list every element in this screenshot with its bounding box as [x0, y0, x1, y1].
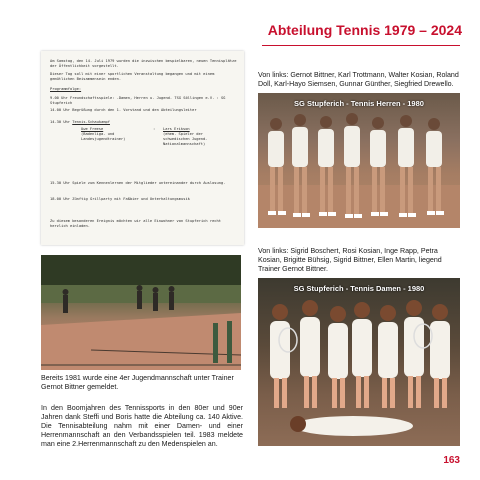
player-note: (ehem. Spieler der — [163, 132, 203, 137]
letter-item — [50, 181, 238, 186]
player-note: Nationalmannschaft) — [163, 142, 206, 147]
court-scene — [41, 255, 241, 370]
women-photo-caption: Von links: Sigrid Boschert, Rosi Kosian, Inge Rapp, Petra Kosian, Brigitte Bühsig, Sigrid Bittner, Ellen Martin, liegend Trainer Gernot Bittner. — [258, 247, 442, 273]
letter-item-text: Zünftig Grillparty mit Faßbier und Unterhaltungsmusik — [72, 197, 190, 201]
player-name: Uwe Freese — [81, 127, 104, 131]
letter-item — [50, 197, 238, 202]
men-photo-banner: SG Stupferich - Tennis Herren - 1980 — [294, 99, 424, 108]
men-team-figures — [258, 93, 460, 228]
letter-item — [50, 96, 238, 106]
letter-item-time: 18.00 Uhr — [50, 197, 70, 201]
player-right — [163, 127, 239, 147]
women-photo-banner: SG Stupferich - Tennis Damen - 1980 — [293, 284, 425, 293]
letter-program-heading: Programmfolge: — [50, 87, 82, 91]
players-separator: : — [153, 127, 156, 131]
letter-item — [50, 120, 238, 125]
court-construction-photo — [41, 255, 241, 370]
letter-item-time: 9.00 Uhr — [50, 96, 68, 100]
player-name: Lars Erikson — [163, 127, 190, 131]
page-number: 163 — [443, 455, 460, 466]
letter-item-text: Begrüßung durch den 1. Vorstand und den Abteilungsleiter — [72, 108, 197, 112]
typewritten-letter — [41, 51, 244, 245]
letter-item-text: Spiele zum Kennenlernen der Mitglieder untereinander durch Auslosung. — [72, 181, 226, 185]
letter-intro-2: Dieser Tag soll mit einer sportlichen Veranstaltung begangen und mit einem gemütlichen Beisammensein enden. — [50, 72, 215, 82]
court-photo-caption: Bereits 1981 wurde eine 4er Jugendmannschaft unter Trainer Gernot Bittner gemeldet. — [41, 374, 234, 391]
letter-intro: Am Samstag, den 14. Juli 1979 wurden die inzwischen bespielbaren, neuen Tennisplätze der Öffentlichkeit vorgestellt. — [50, 59, 237, 69]
letter-item-time: 14.30 Uhr — [50, 120, 70, 124]
letter-closing: Zu diesem besonderen Ereignis möchten wir alle Einwohner von Stupferich recht herzlich einladen. — [50, 219, 221, 229]
women-team-figures — [258, 278, 460, 446]
men-photo-caption: Von links: Gernot Bittner, Karl Trottmann, Walter Kosian, Roland Doll, Karl-Hayo Siemsen, Gunnar Günther, Siegfried Drewello. — [258, 71, 459, 88]
player-note: schwedischen Jugend- — [163, 137, 208, 142]
letter-item-time: 14.00 Uhr — [50, 108, 70, 112]
page-title: Abteilung Tennis 1979 – 2024 — [267, 22, 462, 38]
women-team-photo — [258, 278, 460, 446]
men-team-photo — [258, 93, 460, 228]
player-note: (Badenliga- und — [81, 132, 115, 137]
letter-item — [50, 108, 238, 113]
letter-item-text: Tennis-Schaukampf — [72, 120, 110, 124]
player-left — [81, 127, 151, 142]
letter-item-text: Freundschaftsspiele: -Damen, Herren u. Jugend- TSG Söllingen e.V. : SG Stupferich — [50, 96, 226, 106]
player-note: Landesjugendtrainer) — [81, 137, 126, 142]
title-rule — [262, 45, 460, 46]
letter-item-time: 15.30 Uhr — [50, 181, 70, 185]
body-paragraph: In den Boomjahren des Tennissports in den 80er und 90er Jahren dank Steffi und Boris hatte die Abteilung ca. 140 Aktive. Die Tennisabteilung nahm mit einer Damen- und einer Herrenmannschaft an den Verbandsspielen teil. 1983 meldete man eine 2.Herrenmannschaft zu den Medenspielen an. — [41, 404, 243, 448]
